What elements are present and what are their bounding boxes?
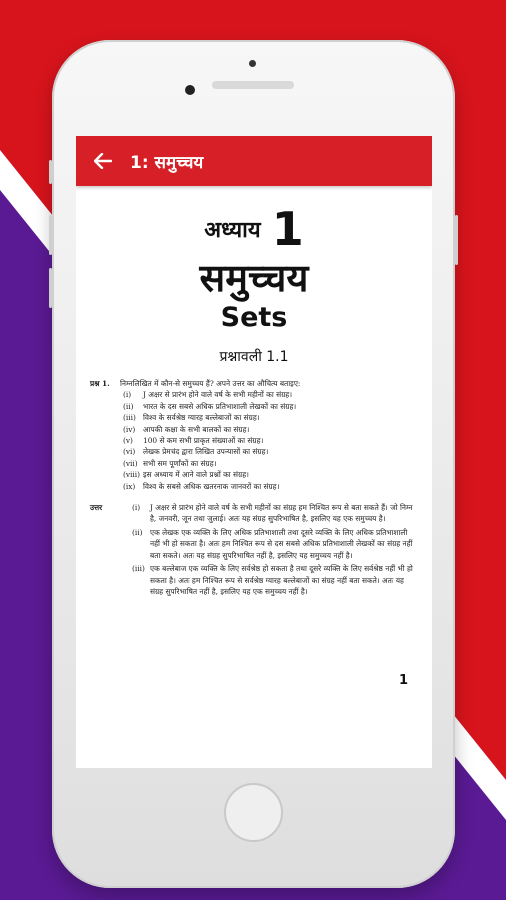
question-text: निम्नलिखित में कौन-से समुच्चय हैं? अपने उत्तर का औचित्य बताइए:: [120, 379, 301, 388]
answer-label: उत्तर: [90, 503, 103, 513]
phone-volume-button: [49, 268, 52, 308]
list-item: (ii) एक लेखक एक व्यक्ति के लिए अधिक प्रतिभाशाली तथा दूसरे व्यक्ति के लिए अधिक प्रतिभाशाली नहीं भी हो सकता है। अतः हम निश्चित रूप से दस सबसे अधिक प्रतिभाशाली लेखकों का संग्रह नहीं बता सकते। अतः यह संग्रह सुपरिभाषित नहीं है, इसलिए यह समुच्चय नहीं है।: [132, 527, 413, 560]
list-item: (iii) एक बल्लेबाज एक व्यक्ति के लिए सर्वश्रेष्ठ हो सकता है तथा दूसरे व्यक्ति के लिए सर्वश्रेष्ठ नहीं भी हो सकता है। अतः हम निश्चित रूप से सर्वश्रेष्ठ ग्यारह बल्लेबाजों का संग्रह नहीं बता सकते। अतः यह संग्रह सुपरिभाषित नहीं है, इसलिए यह एक समुच्चय नहीं है।: [132, 564, 413, 596]
phone-camera: [185, 85, 195, 95]
list-item: (i) J अक्षर से प्रारंभ होने वाले वर्ष के सभी महीनों का संग्रह।: [123, 390, 293, 400]
list-item: (i) J अक्षर से प्रारंभ होने वाले वर्ष के सभी महीनों का संग्रह हम निश्चित रूप से बता सकते हैं। जो निम्न है, जनवरी, जून तथा जुलाई। अतः यह संग्रह सुपरिभाषित है, इसलिए यह एक समुच्चय है।: [132, 503, 413, 524]
list-item: (iii) विश्व के सर्वश्रेष्ठ ग्यारह बल्लेबाजों का संग्रह।: [123, 413, 260, 423]
phone-volume-button: [49, 215, 52, 255]
list-item: (iv) आपकी कक्षा के सभी बालकों का संग्रह।: [123, 424, 250, 434]
phone-sensor: [249, 60, 256, 67]
phone-volume-button: [49, 160, 52, 184]
list-item: (vi) लेखक प्रेमचंद द्वारा लिखित उपन्यासों का संग्रह।: [123, 447, 269, 457]
app-bar: [76, 136, 432, 186]
app-bar-title: 1: समुच्चय: [130, 152, 204, 173]
chapter-heading: [90, 202, 418, 256]
phone-frame: [52, 40, 455, 888]
document-page: [76, 202, 432, 688]
chapter-number: 1: [271, 202, 304, 256]
exercise-heading: प्रश्नावली 1.1: [219, 349, 289, 365]
phone-speaker: [212, 81, 294, 89]
list-item: (v) 100 से कम सभी प्राकृत संख्याओं का संग्रह।: [123, 436, 264, 446]
list-item: (vii) सभी सम पूर्णांकों का संग्रह।: [123, 458, 217, 468]
list-item: (ii) भारत के दस सबसे अधिक प्रतिभाशाली लेखकों का संग्रह।: [123, 401, 297, 411]
back-button[interactable]: [90, 148, 116, 174]
answer-block: [90, 502, 418, 599]
question-items: [123, 389, 418, 492]
list-item: (viii) इस अध्याय में आने वाले प्रश्नों का संग्रह।: [123, 470, 249, 480]
phone-power-button: [455, 215, 458, 265]
question-label: प्रश्न 1.: [90, 379, 110, 388]
phone-screen: [76, 136, 432, 768]
home-button[interactable]: [224, 783, 283, 842]
chapter-title-english: Sets: [220, 302, 288, 333]
chapter-title-hindi: समुच्चय: [199, 256, 309, 300]
arrow-left-icon: [94, 153, 112, 169]
chapter-word: अध्याय: [204, 218, 261, 243]
question-block: [90, 378, 418, 492]
page-number: 1: [398, 673, 408, 688]
list-item: (ix) विश्व के सबसे अधिक खतरनाक जानवरों का संग्रह।: [123, 481, 280, 491]
